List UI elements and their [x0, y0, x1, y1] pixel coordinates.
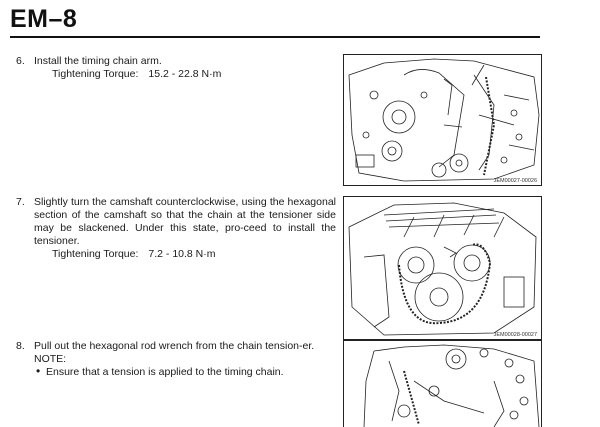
step-number: 7.: [16, 196, 25, 208]
step-text: Pull out the hexagonal rod wrench from the chain tension-er.: [34, 340, 315, 352]
section-code: EM–8: [10, 5, 78, 33]
step-text: Install the timing chain arm.: [34, 55, 162, 67]
step-number: 8.: [16, 340, 25, 352]
figure-hexagonal-rod-wrench: [343, 340, 542, 427]
header-rule: [10, 36, 540, 38]
tightening-torque: [34, 248, 336, 261]
torque-value: 15.2 - 22.8 N·m: [148, 68, 222, 80]
camshaft-illustration-icon: [344, 197, 541, 339]
figure-timing-chain-arm: [343, 54, 542, 186]
note-bullet: • Ensure that a tension is applied to the timing chain.: [34, 366, 336, 379]
figure-caption: JEM00028-00027: [493, 332, 537, 338]
figure-camshaft-tensioner: [343, 196, 542, 340]
torque-label: Tightening Torque:: [52, 68, 139, 80]
step-text: Slightly turn the camshaft counterclockwise, using the hexagonal section of the camshaft so that the chain at the tensioner side may be slackened. Under this state, pro-ceed to install the tensioner.: [34, 196, 336, 247]
torque-value: 7.2 - 10.8 N·m: [148, 248, 216, 260]
note-label: NOTE:: [34, 353, 67, 365]
step-number: 6.: [16, 55, 25, 67]
tightening-torque: [34, 68, 336, 81]
tensioner-illustration-icon: [344, 341, 541, 427]
figure-caption: JEM00027-00026: [493, 178, 537, 184]
page-header: [10, 4, 540, 34]
engine-illustration-icon: [344, 55, 541, 185]
torque-label: Tightening Torque:: [52, 248, 139, 260]
